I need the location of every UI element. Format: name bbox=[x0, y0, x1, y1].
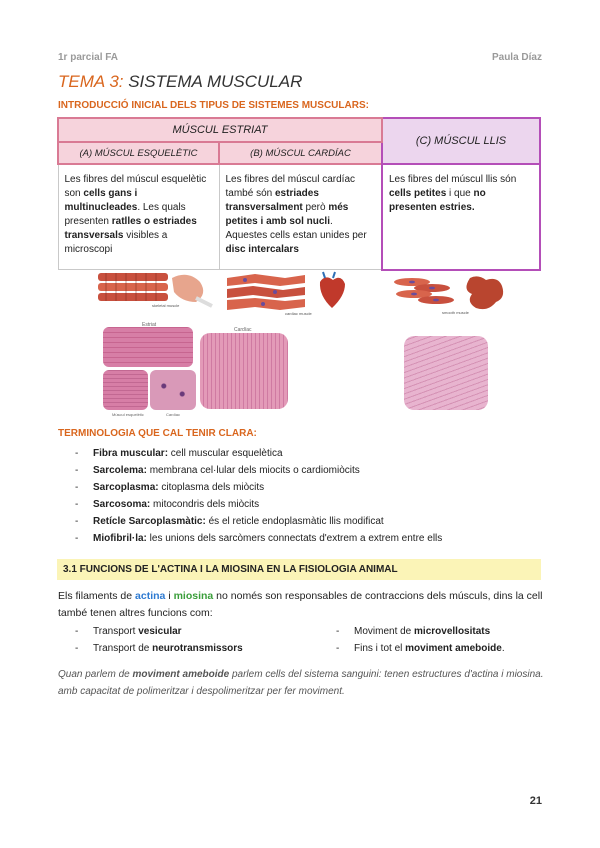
label-smooth: smooth muscle bbox=[442, 310, 469, 315]
list-item: - Transport de neurotransmissors bbox=[75, 640, 243, 657]
histology-car-bottom-label: Cardíac bbox=[166, 412, 181, 417]
histology-cardiac-small bbox=[150, 370, 196, 410]
muscle-types-table bbox=[57, 117, 541, 271]
actina-word: actina bbox=[135, 590, 166, 602]
histology-estriat bbox=[103, 327, 193, 367]
label-cardiac: cardiac muscle bbox=[285, 311, 312, 316]
page-title bbox=[58, 72, 302, 92]
cell-esqueletic: Les fibres del múscul esquelètic son cells gans i multinucleades. Les quals presenten ratlles o estriades transversals visibles a microscopi bbox=[58, 164, 219, 270]
histology-skeletal-small bbox=[103, 370, 148, 410]
list-item: - Retícle Sarcoplasmàtic: és el reticle endoplasmàtic llis modificat bbox=[75, 513, 442, 530]
title-text: SISTEMA MUSCULAR bbox=[123, 72, 303, 91]
section-31-heading: 3.1 FUNCIONS DE L'ACTINA I LA MIOSINA EN LA FISIOLOGIA ANIMAL bbox=[57, 559, 541, 580]
miosina-word: miosina bbox=[173, 590, 214, 602]
header-course: 1r parcial FA bbox=[58, 52, 119, 63]
header-esqueletic: (A) MÚSCUL ESQUELÈTIC bbox=[58, 142, 219, 164]
intro-heading: INTRODUCCIÓ INICIAL DELS TIPUS DE SISTEMES MUSCULARS: bbox=[58, 100, 369, 111]
list-item: - Sarcoplasma: citoplasma dels miòcits bbox=[75, 479, 442, 496]
list-item: - Sarcolema: membrana cel·lular dels miocits o cardiomiòcits bbox=[75, 462, 442, 479]
functions-list-left bbox=[75, 623, 243, 657]
header-author: Paula Díaz bbox=[491, 52, 542, 63]
actin-myosin-paragraph: Els filaments de actina i miosina no només son responsables de contraccions dels músculs, dins la cell també tenen altres funcions com: bbox=[58, 590, 543, 619]
cell-llis: Les fibres del múscul llis són cells petites i que no presenten estries. bbox=[382, 164, 540, 270]
histology-esq-bottom-label: Múscul esquelètic bbox=[112, 412, 144, 417]
header-cardiac: (B) MÚSCUL CARDÍAC bbox=[219, 142, 382, 164]
cell-cardiac: Les fibres del múscul cardíac també són estriades transversalment però més petites i amb sol nucli. Aquestes cells estan unides per disc intercalars bbox=[219, 164, 382, 270]
page-number: 21 bbox=[529, 795, 542, 807]
histology-cardiac bbox=[200, 333, 288, 409]
list-item: - Transport vesicular bbox=[75, 623, 243, 640]
page-header bbox=[58, 52, 542, 63]
smooth-muscle-illustration bbox=[392, 272, 512, 318]
list-item: - Miofibril·la: les unions dels sarcòmers connectats d'extrem a extrem entre ells bbox=[75, 530, 442, 547]
terminology-heading: TERMINOLOGIA QUE CAL TENIR CLARA: bbox=[58, 428, 257, 439]
functions-list-right bbox=[336, 623, 505, 657]
cardiac-muscle-illustration bbox=[225, 270, 350, 316]
list-item: - Moviment de microvellositats bbox=[336, 623, 505, 640]
list-item: - Fins i tot el moviment ameboide. bbox=[336, 640, 505, 657]
histology-cardiac-label: Cardíac bbox=[234, 327, 252, 333]
list-item: - Fibra muscular: cell muscular esquelètica bbox=[75, 445, 442, 462]
histology-estriat-label: Estriat bbox=[142, 322, 157, 328]
ameboid-note: Quan parlem de moviment ameboide parlem cells del sistema sanguini: tenen estructures d'actina i miosina. amb capacitat de polimeritzar i despolimeritzar per fer moviment. bbox=[58, 669, 544, 697]
histology-smooth bbox=[404, 336, 488, 410]
header-llis: (C) MÚSCUL LLIS bbox=[382, 118, 540, 164]
title-number: TEMA 3: bbox=[58, 72, 124, 91]
list-item: - Sarcosoma: mitocondris dels miòcits bbox=[75, 496, 442, 513]
terminology-list bbox=[75, 445, 442, 547]
header-estriat: MÚSCUL ESTRIAT bbox=[58, 118, 382, 142]
label-skeletal: skeletal muscle bbox=[152, 303, 180, 308]
skeletal-muscle-illustration bbox=[96, 268, 214, 308]
